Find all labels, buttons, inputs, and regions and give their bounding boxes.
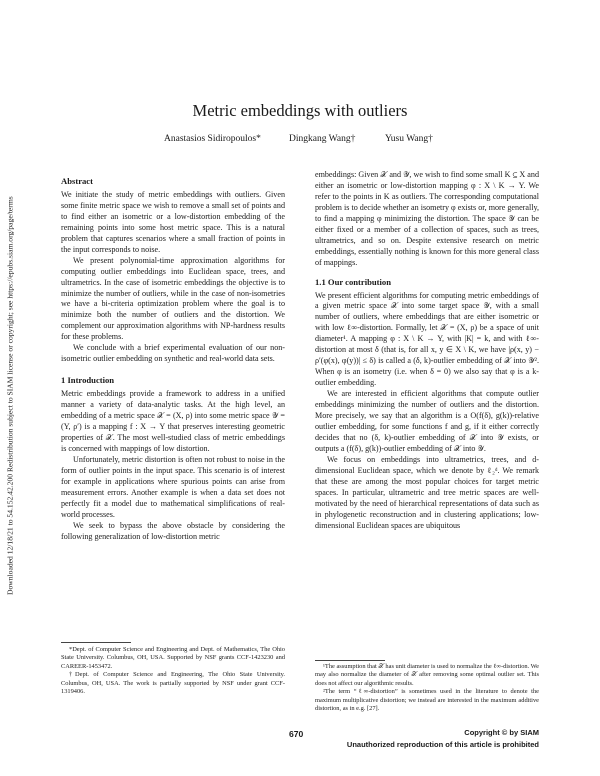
side-margin bbox=[0, 125, 20, 595]
footnote-rule-right bbox=[315, 660, 385, 661]
abstract-paragraph: We present polynomial-time approximation algorithms for computing outlier embeddings into Euclidean space, trees, and ultrametrics. In the case of isometric embeddings the objective is to minimize the number of outliers, while in the case of non-isometries we have a bi-criteria optimization problem where the goal is to minimize both the number of outliers and the distortion. We complement our approximation algorithms with NP-hardness results for these problems. bbox=[61, 255, 285, 342]
download-notice: Downloaded 12/18/21 to 54.152.42.200 Redistribution subject to SIAM license or copyright; see https://epubs.siam.org/page/terms bbox=[5, 196, 15, 595]
page-number: 670 bbox=[289, 729, 304, 739]
contribution-paragraph: We present efficient algorithms for computing metric embeddings of a given metric space 𝒳 into some target space 𝒴, with a small number of outliers, where embeddings that are either isometric or with low ℓ∞-distortion. Formally, let 𝒳 = (X, ρ) be a space of unit diameter¹. A mapping φ : X \ K → Y, with |K| = k, and with ℓ∞-distortion at most δ (that is, for all x, y ∈ X \ K, we have |ρ(x, y) − ρ′(φ(x), φ(y))| ≤ δ) is called a (δ, k)-outlier embedding of 𝒳 into 𝒴². When φ is an isometry (i.e. when δ = 0) we also say that φ is a k-outlier embedding. bbox=[315, 290, 539, 388]
footnote: *Dept. of Computer Science and Engineering and Dept. of Mathematics, The Ohio State University. Columbus, OH, USA. Supported by NSF grants CCF-1423230 and CAREER-1453472. bbox=[61, 646, 285, 670]
footnotes-right bbox=[315, 663, 539, 713]
footnote: ¹The assumption that 𝒳 has unit diameter is used to normalize the ℓ∞-distortion. We may also normalize the diameter of 𝒳 after removing some optimal outlier set. This does not affect our algorithmic results. bbox=[315, 663, 540, 687]
contribution-paragraph: We focus on embeddings into ultrametrics, trees, and d-dimensional Euclidean space, which we denote by ℓ₂ᵈ. We remark that these are among the most popular choices for target metric spaces. In particular, ultrametric and tree metric spaces are well-motivated by the need of hierarchical representations of data such as in phylogenetic reconstruction and in clustering applications; low-dimensional Euclidean spaces are ubiquitous bbox=[315, 454, 539, 530]
author-list bbox=[0, 134, 600, 150]
abstract-paragraph: We initiate the study of metric embeddings with outliers. Given some finite metric space we wish to remove a small set of points and to find either an isometric or a low-distortion embedding of the remaining points into some host metric space. This is a natural problem that captures scenarios where a small fraction of points in the input corresponds to noise. bbox=[61, 189, 285, 254]
copyright-line: Copyright © by SIAM bbox=[464, 728, 539, 737]
contribution-paragraph: We are interested in efficient algorithms that compute outlier embeddings minimizing the number of outliers and the distortion. More precisely, we say that an algorithm is a O(f(δ), g(k))-relative outlier embedding, for some functions f and g, if it either correctly decides that no (δ, k)-outlier embedding of 𝒳 into 𝒴 exists, or outputs a (f(δ), g(k))-outlier embedding of 𝒳 into 𝒴. bbox=[315, 389, 539, 453]
section-heading-contribution: 1.1 Our contribution bbox=[315, 276, 392, 287]
author-2: Dingkang Wang† bbox=[289, 134, 356, 144]
footnote-rule-left bbox=[61, 642, 131, 643]
right-column bbox=[315, 170, 539, 532]
intro-continuation: embeddings: Given 𝒳 and 𝒴, we wish to find some small K ⊆ X and either an isometric or low-distortion mapping φ : X \ K → Y. We refer to the points in K as outliers. The corresponding computational problem is to decide whether an isometry φ exists or, more generally, to find a mapping φ minimizing the distortion. The space 𝒴 can be either fixed or a member of a collection of spaces, such as trees, ultrametrics, and so on. Despite extensive research on metric embeddings, essentially nothing is known for this more general class of mappings. bbox=[315, 170, 539, 267]
footnote: †Dept. of Computer Science and Engineering, The Ohio State University. Columbus, OH, USA. The work is partially supported by NSF under grant CCF-1319406. bbox=[61, 671, 285, 696]
author-3: Yusu Wang† bbox=[385, 134, 433, 144]
footnote: ²The term “ℓ∞-distortion” is sometimes used in the literature to denote the maximum multiplicative distortion; we instead are interested in the maximum additive distortion, as in e.g. [27]. bbox=[315, 688, 539, 713]
intro-paragraph: We seek to bypass the above obstacle by considering the following generalization of low-distortion metric bbox=[61, 520, 285, 541]
intro-paragraph: Unfortunately, metric distortion is often not robust to noise in the form of outlier points in the input space. This scenario is of interest for example in applications where spurious points can arise from measurement errors. Another example is when a data set does not perfectly fit a model due to mathematical simplifications of real-world processes. bbox=[61, 454, 285, 519]
abstract-heading: Abstract bbox=[61, 176, 93, 186]
left-column bbox=[61, 176, 285, 543]
abstract-paragraph: We conclude with a brief experimental evaluation of our non-isometric outlier embedding on synthetic and real-world data sets. bbox=[61, 343, 285, 364]
footnotes-left bbox=[61, 646, 285, 696]
author-1: Anastasios Sidiropoulos* bbox=[164, 134, 261, 144]
paper-title: Metric embeddings with outliers bbox=[192, 101, 408, 120]
intro-paragraph: Metric embeddings provide a framework to address in a unified manner a variety of data-analytic tasks. At the high level, an embedding of a metric space 𝒳 = (X, ρ) into some metric space 𝒴 = (Y, ρ′) is a mapping f : X → Y that preserves interesting geometric properties of 𝒳. The most well-studied class of metric embeddings is concerned with mappings of low distortion. bbox=[61, 389, 285, 453]
section-heading-introduction: 1 Introduction bbox=[61, 375, 115, 386]
reproduction-notice: Unauthorized reproduction of this article is prohibited bbox=[346, 740, 539, 749]
